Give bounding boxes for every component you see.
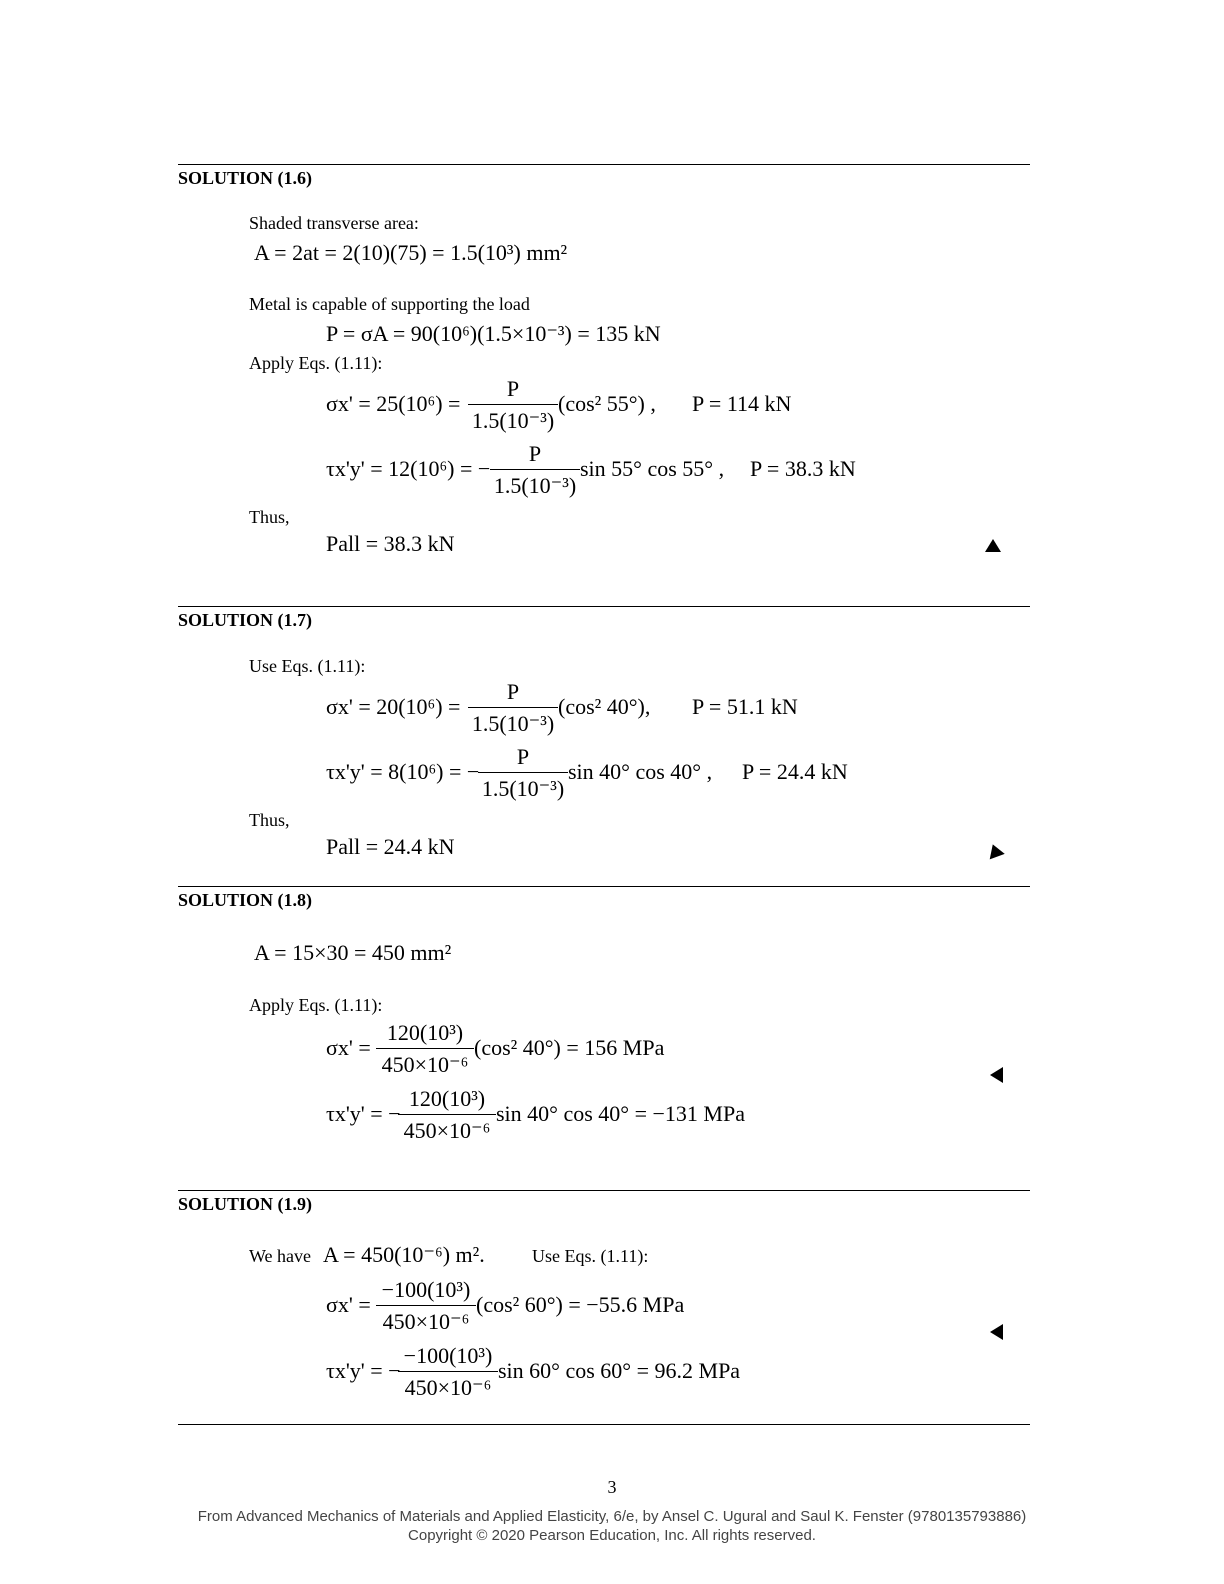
fraction-bar [478,772,568,773]
fraction-denominator: 450×10⁻⁶ [404,1375,492,1400]
equation-area: A = 2at = 2(10)(75) = 1.5(10³) mm² [254,240,568,265]
equation-normal-stress [326,679,886,739]
equation-result: P = 114 kN [692,391,792,416]
triangle-marker-icon [985,539,1001,552]
fraction [376,1020,474,1080]
equation-normal-stress [326,1020,886,1080]
section-divider [178,1190,1030,1191]
text-we-have: We have [249,1246,312,1266]
equation-allowable-load: Pall = 38.3 kN [326,531,455,556]
equation-lhs: σx' = 20(10⁶) = [326,694,461,719]
fraction-numerator: −100(10³) [381,1277,471,1302]
equation-area: A = 15×30 = 450 mm² [254,940,452,965]
fraction-numerator: 120(10³) [408,1086,486,1111]
text-thus: Thus, [249,507,290,527]
equation-lhs: σx' = 25(10⁶) = [326,391,461,416]
equation-area: A = 450(10⁻⁶) m². [323,1242,485,1267]
fraction-bar [468,707,558,708]
fraction-numerator: 120(10³) [386,1020,464,1045]
equation-allowable-load: Pall = 24.4 kN [326,834,455,859]
fraction-bar [490,469,580,470]
equation-shear-stress [326,744,886,804]
equation-lhs: τx'y' = 8(10⁶) = − [326,759,480,784]
triangle-marker-icon [990,1324,1003,1340]
equation-shear-stress [326,1086,886,1146]
equation-shear-stress [326,1343,886,1403]
equation-load: P = σA = 90(10⁶)(1.5×10⁻³) = 135 kN [326,321,661,346]
fraction [376,1277,476,1337]
equation-rhs: (cos² 60°) = −55.6 MPa [476,1292,685,1317]
equation-rhs: sin 55° cos 55° , [580,456,725,481]
fraction-denominator: 1.5(10⁻³) [471,711,555,736]
fraction [468,679,558,739]
text-apply-eqs: Apply Eqs. (1.11): [249,995,383,1015]
fraction-numerator: P [506,376,520,401]
section-divider [178,886,1030,887]
equation-lhs: τx'y' = − [326,1358,401,1383]
fraction [478,744,568,804]
equation-rhs: (cos² 55°) , [558,391,656,416]
triangle-marker-icon [985,842,1004,860]
text-thus: Thus, [249,810,290,830]
equation-normal-stress [326,1277,886,1337]
equation-rhs: sin 60° cos 60° = 96.2 MPa [498,1358,741,1383]
fraction [468,376,558,436]
triangle-marker-icon [990,1067,1003,1083]
section-title-1-8: SOLUTION (1.8) [178,890,313,910]
fraction [398,1343,498,1403]
equation-rhs: sin 40° cos 40° = −131 MPa [496,1101,745,1126]
text-use-eqs: Use Eqs. (1.11): [249,656,366,676]
fraction-bar [468,404,558,405]
equation-lhs: σx' = [326,1292,371,1317]
equation-result: P = 38.3 kN [750,456,856,481]
equation-lhs: τx'y' = 12(10⁶) = − [326,456,491,481]
section-divider [178,1424,1030,1425]
fraction-denominator: 450×10⁻⁶ [382,1309,470,1334]
text-metal-capable: Metal is capable of supporting the load [249,294,530,314]
text-apply-eqs: Apply Eqs. (1.11): [249,353,383,373]
equation-lhs: σx' = [326,1035,371,1060]
fraction-denominator: 1.5(10⁻³) [481,776,565,801]
footer-copyright: Copyright © 2020 Pearson Education, Inc. All rights reserved. [408,1527,816,1544]
footer-source: From Advanced Mechanics of Materials and Applied Elasticity, 6/e, by Ansel C. Ugural and Saul K. Fenster (9780135793886) [197,1508,1027,1525]
fraction [398,1086,496,1146]
text-use-eqs: Use Eqs. (1.11): [532,1246,649,1266]
section-title-1-9: SOLUTION (1.9) [178,1194,313,1214]
text-shaded-area: Shaded transverse area: [249,213,419,233]
section-title-1-6: SOLUTION (1.6) [178,168,313,188]
equation-shear-stress [326,441,886,501]
fraction-bar [376,1048,474,1049]
fraction-numerator: P [516,744,530,769]
fraction-denominator: 450×10⁻⁶ [381,1052,469,1077]
equation-normal-stress [326,376,886,436]
fraction-numerator: P [528,441,542,466]
equation-rhs: (cos² 40°), [558,694,651,719]
equation-result: P = 51.1 kN [692,694,798,719]
fraction-denominator: 1.5(10⁻³) [471,408,555,433]
equation-result: P = 24.4 kN [742,759,848,784]
fraction [490,441,580,501]
equation-rhs: (cos² 40°) = 156 MPa [474,1035,665,1060]
equation-lhs: τx'y' = − [326,1101,401,1126]
section-title-1-7: SOLUTION (1.7) [178,610,313,630]
fraction-denominator: 450×10⁻⁶ [403,1118,491,1143]
fraction-denominator: 1.5(10⁻³) [493,473,577,498]
fraction-numerator: P [506,679,520,704]
page-number: 3 [607,1477,617,1497]
equation-rhs: sin 40° cos 40° , [568,759,713,784]
section-divider [178,164,1030,165]
fraction-bar [398,1371,498,1372]
section-divider [178,606,1030,607]
fraction-bar [376,1305,476,1306]
fraction-bar [398,1114,496,1115]
fraction-numerator: −100(10³) [403,1343,493,1368]
